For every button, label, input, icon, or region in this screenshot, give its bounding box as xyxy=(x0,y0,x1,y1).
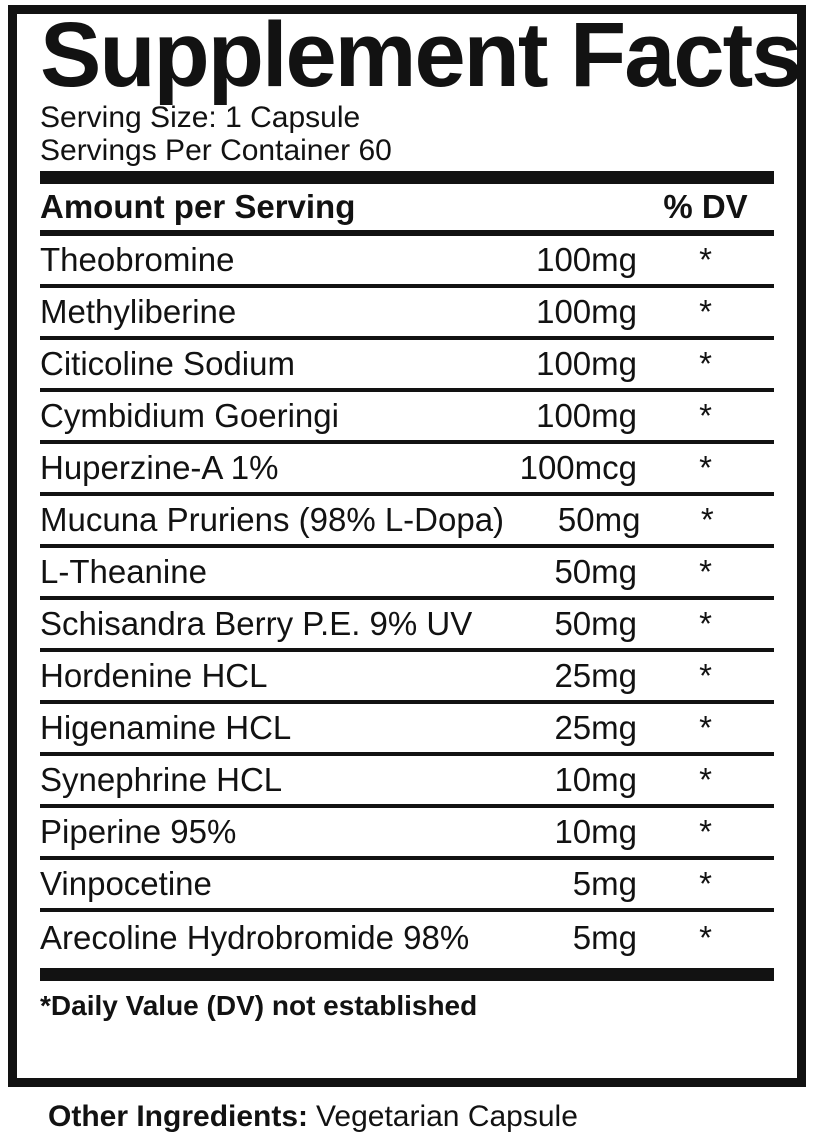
ingredient-row xyxy=(40,548,774,600)
ingredient-name: Theobromine xyxy=(40,241,235,278)
ingredient-name: Piperine 95% xyxy=(40,813,237,850)
ingredient-dv: * xyxy=(699,657,712,694)
supplement-facts-panel xyxy=(8,5,806,1087)
percent-dv-header: % DV xyxy=(663,188,748,225)
other-ingredients-value: Vegetarian Capsule xyxy=(316,1100,578,1133)
ingredient-dv: * xyxy=(699,865,712,902)
divider-thick-top xyxy=(40,171,774,184)
ingredient-name: Hordenine HCL xyxy=(40,657,268,694)
other-ingredients-label: Other Ingredients: xyxy=(48,1100,309,1133)
ingredient-amount: 50mg xyxy=(554,605,637,642)
ingredient-name: Citicoline Sodium xyxy=(40,345,295,382)
ingredient-row xyxy=(40,392,774,444)
ingredient-amount: 25mg xyxy=(554,709,637,746)
ingredient-amount: 10mg xyxy=(554,761,637,798)
dv-footnote: *Daily Value (DV) not established xyxy=(40,989,478,1021)
ingredient-dv: * xyxy=(699,553,712,590)
table-header-row xyxy=(40,184,774,230)
ingredient-amount: 100mg xyxy=(536,397,637,434)
ingredient-amount: 10mg xyxy=(554,813,637,850)
ingredient-dv: * xyxy=(699,345,712,382)
ingredient-dv: * xyxy=(699,761,712,798)
panel-title: Supplement Facts xyxy=(40,4,801,106)
amount-per-serving-header: Amount per Serving xyxy=(40,188,356,225)
ingredient-row xyxy=(40,600,774,652)
ingredient-dv: * xyxy=(700,501,714,538)
ingredient-name: Schisandra Berry P.E. 9% UV xyxy=(40,605,473,642)
ingredient-row xyxy=(40,912,774,964)
ingredient-row xyxy=(40,444,774,496)
ingredient-row xyxy=(40,704,774,756)
ingredient-amount: 50mg xyxy=(557,501,641,538)
ingredient-row xyxy=(40,496,774,548)
ingredient-amount: 25mg xyxy=(554,657,637,694)
ingredient-dv: * xyxy=(699,449,712,486)
ingredient-amount: 5mg xyxy=(572,919,637,956)
ingredient-name: Cymbidium Goeringi xyxy=(40,397,339,434)
ingredient-dv: * xyxy=(699,241,712,278)
ingredient-dv: * xyxy=(699,919,712,956)
ingredient-row xyxy=(40,652,774,704)
ingredient-amount: 100mg xyxy=(536,241,637,278)
serving-size: Serving Size: 1 Capsule xyxy=(40,101,361,134)
ingredient-dv: * xyxy=(699,709,712,746)
ingredient-name: Huperzine-A 1% xyxy=(40,449,279,486)
divider-thick-bottom xyxy=(40,968,774,981)
serving-info xyxy=(40,101,774,167)
ingredient-dv: * xyxy=(699,293,712,330)
ingredient-amount: 50mg xyxy=(554,553,637,590)
ingredient-row xyxy=(40,756,774,808)
ingredient-name: Mucuna Pruriens (98% L-Dopa) xyxy=(40,501,505,538)
ingredient-dv: * xyxy=(699,813,712,850)
ingredient-name: Synephrine HCL xyxy=(40,761,283,798)
ingredient-row xyxy=(40,808,774,860)
ingredient-name: L-Theanine xyxy=(40,553,207,590)
ingredient-name: Arecoline Hydrobromide 98% xyxy=(40,919,470,956)
ingredient-amount: 5mg xyxy=(572,865,637,902)
ingredient-name: Vinpocetine xyxy=(40,865,212,902)
ingredient-dv: * xyxy=(699,397,712,434)
ingredient-amount: 100mg xyxy=(536,345,637,382)
ingredient-name: Methyliberine xyxy=(40,293,237,330)
ingredient-row xyxy=(40,860,774,912)
ingredient-amount: 100mcg xyxy=(519,449,637,486)
other-ingredients xyxy=(48,1100,578,1133)
ingredient-row xyxy=(40,236,774,288)
ingredient-table xyxy=(40,236,774,964)
servings-per-container: Servings Per Container 60 xyxy=(40,134,392,167)
ingredient-row xyxy=(40,340,774,392)
ingredient-amount: 100mg xyxy=(536,293,637,330)
ingredient-name: Higenamine HCL xyxy=(40,709,292,746)
ingredient-dv: * xyxy=(699,605,712,642)
ingredient-row xyxy=(40,288,774,340)
